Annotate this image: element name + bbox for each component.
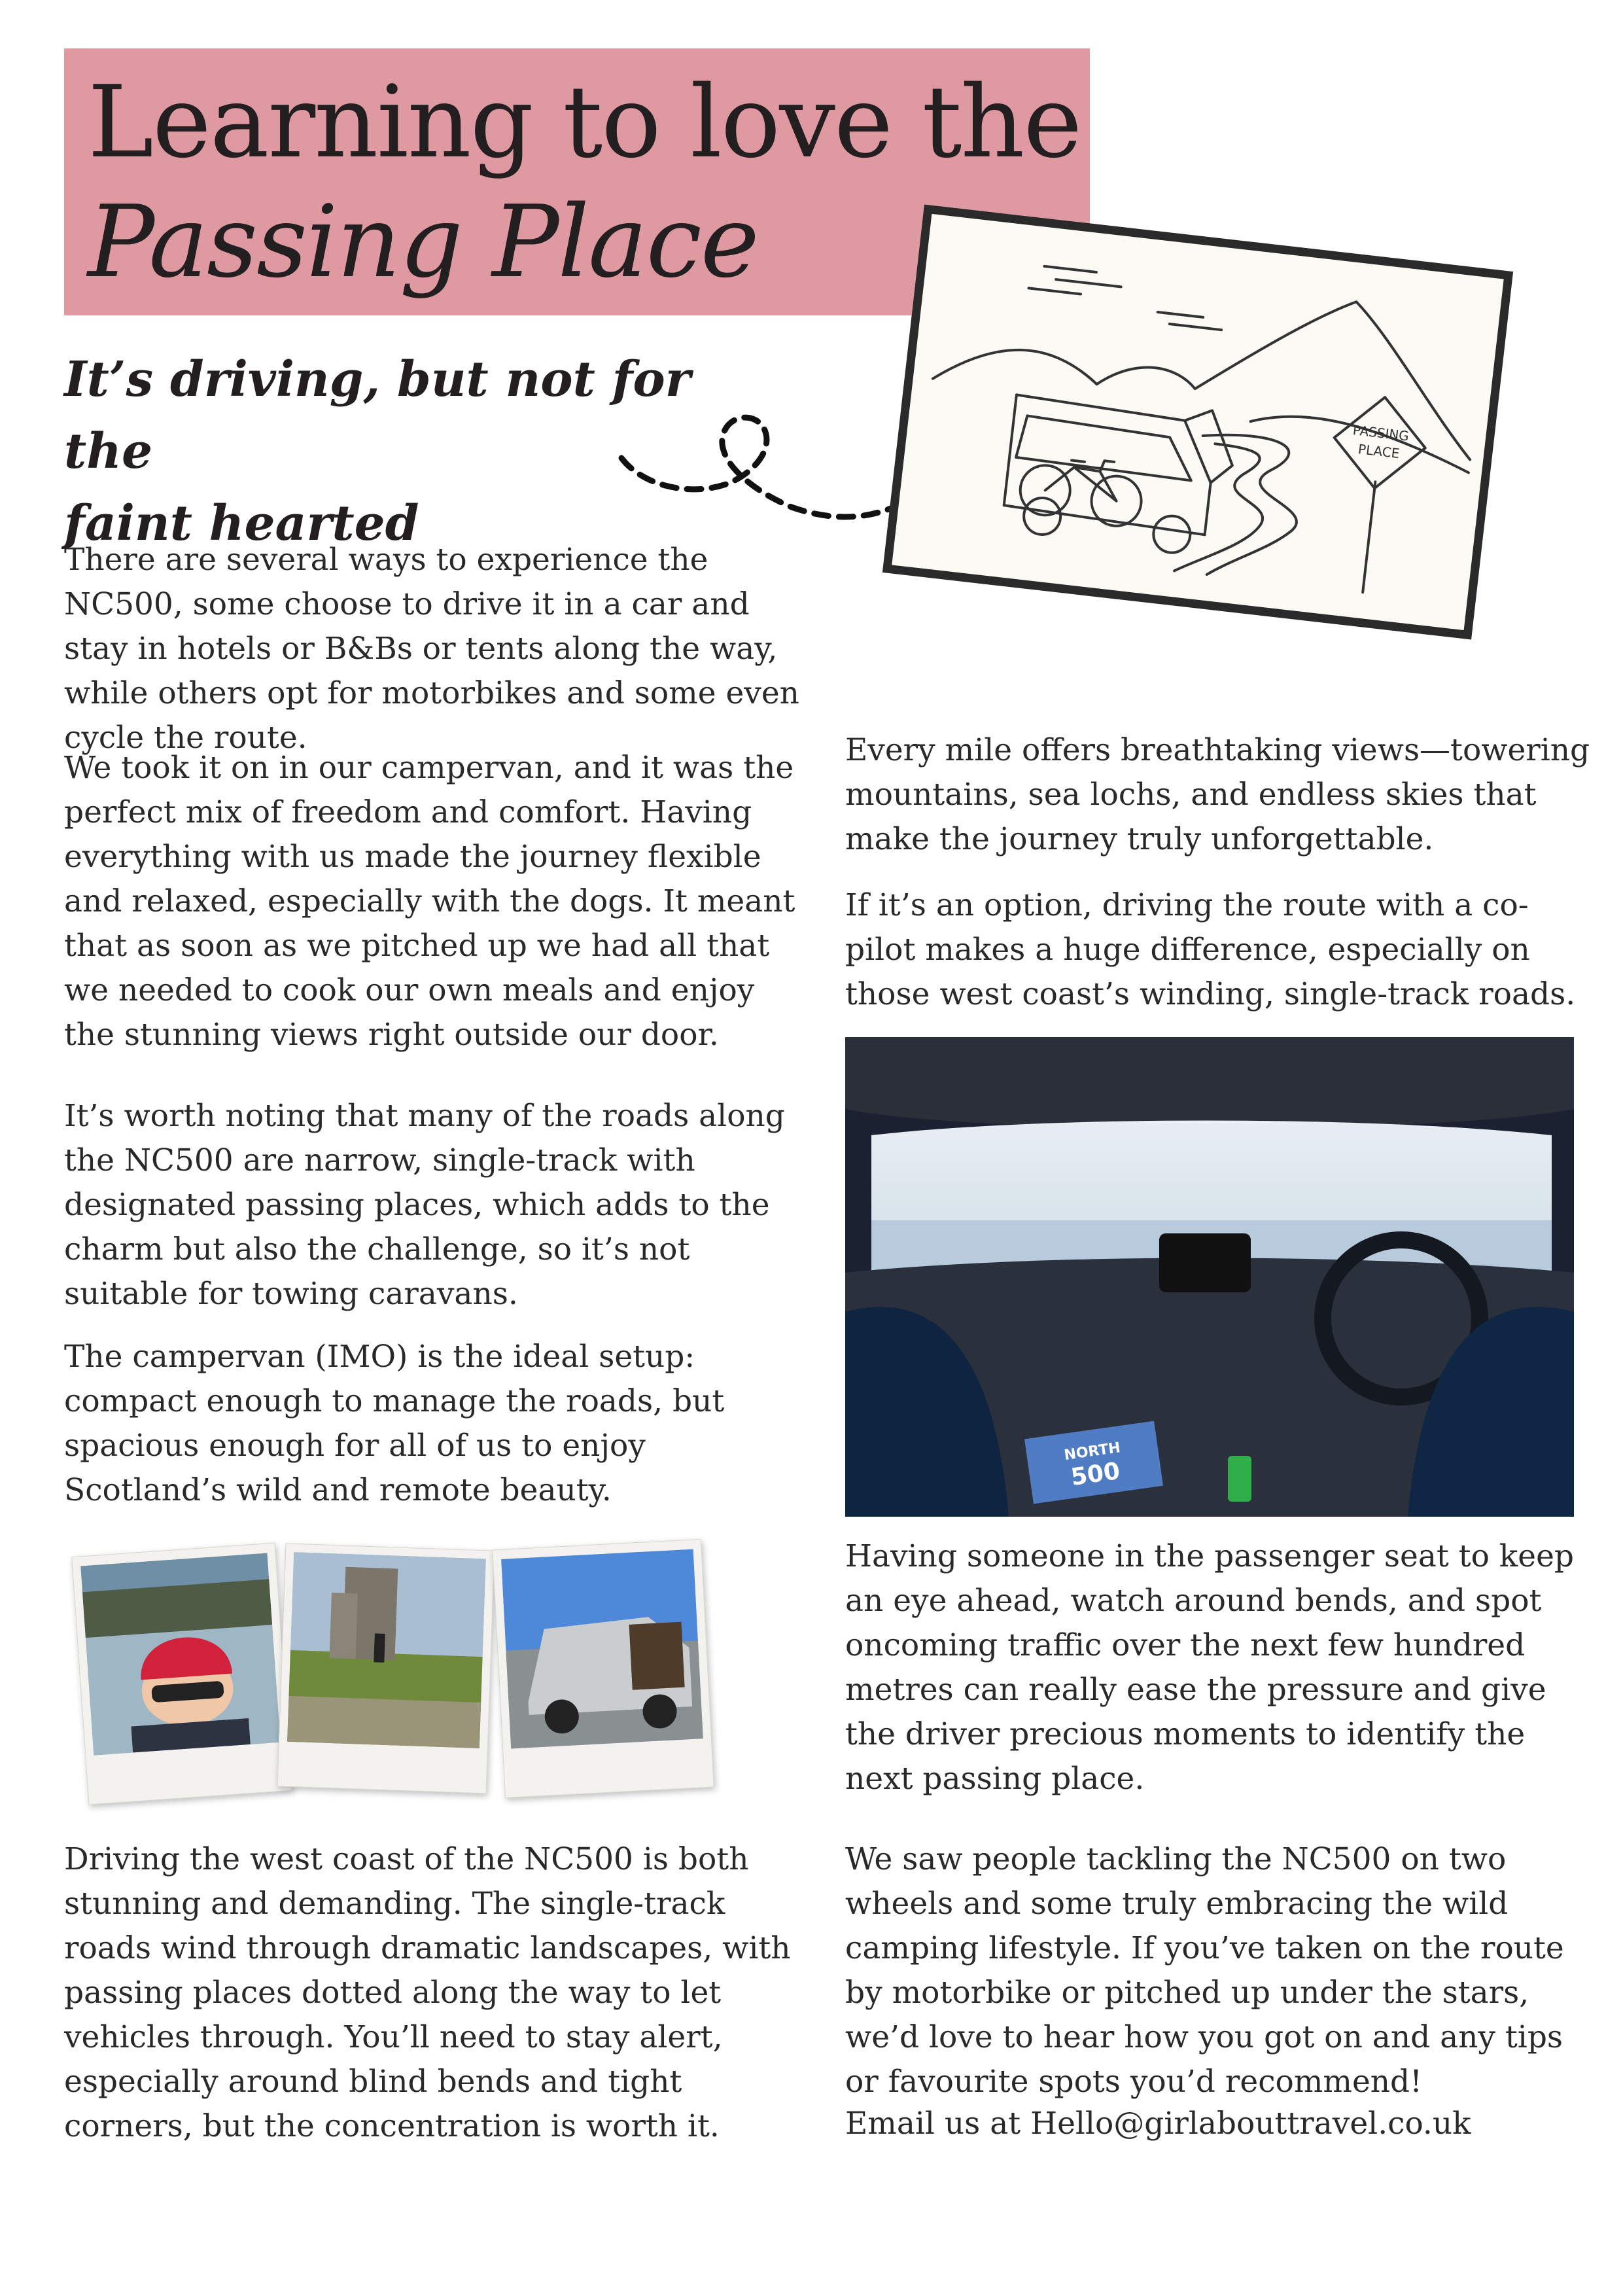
map-text-line2: 500 xyxy=(1069,1457,1122,1491)
campervan-sketch-icon xyxy=(892,214,1503,630)
right-paragraph-2 xyxy=(845,883,1597,1017)
email-line xyxy=(845,2102,1597,2146)
paragraph-text: It’s worth noting that many of the roads along the NC500 are narrow, single-track with designated passing places, which adds to the charm but also the challenge, so it’s not suitable for towing caravans. xyxy=(64,1098,785,1312)
subtitle-line1: It’s driving, but not for the xyxy=(64,351,691,480)
paragraph-text: We saw people tackling the NC500 on two wheels and some truly embracing the wild camping lifestyle. If you’ve taken on the route by motorbike or pitched up under the stars, we’d love to hear how you got on and any tips or favourite spots you’d recommend! xyxy=(845,1841,1564,2100)
campervan-dashboard-photo xyxy=(845,1037,1574,1517)
map-text-line1: NORTH xyxy=(1063,1439,1122,1464)
paragraph-text: We took it on in our campervan, and it was the perfect mix of freedom and comfort. Having everything with us made the journey flexible and relaxed, especially with the dogs. It meant that as soon as we pitched up we had all that we needed to cook our own meals and enjoy the stunning views right outside our door. xyxy=(64,750,795,1053)
page-title-line2: Passing Place xyxy=(88,184,758,300)
left-paragraph-4 xyxy=(64,1335,803,1513)
left-paragraph-5 xyxy=(64,1837,803,2149)
paragraph-text: The campervan (IMO) is the ideal setup: compact enough to manage the roads, but spacious enough for all of us to enjoy Scotland’s wild and remote beauty. xyxy=(64,1339,725,1508)
right-paragraph-1 xyxy=(845,728,1597,862)
right-paragraph-4 xyxy=(845,1837,1597,2104)
paragraph-text: If it’s an option, driving the route with a co-pilot makes a huge difference, especially on those west coast’s winding, single-track roads. xyxy=(845,887,1576,1012)
right-paragraph-3 xyxy=(845,1534,1597,1801)
campervan-photo xyxy=(501,1549,703,1749)
sign-text-line2: PLACE xyxy=(1357,441,1401,462)
paragraph-text: Driving the west coast of the NC500 is both stunning and demanding. The single-track roads wind through dramatic landscapes, with passing places dotted along the way to let vehicles through. You’ll need to stay alert, especially around blind bends and tight corners, but the concentration is worth it. xyxy=(64,1841,791,2144)
paragraph-text: Having someone in the passenger seat to keep an eye ahead, watch around bends, and spot oncoming traffic over the next few hundred metres can really ease the pressure and give the driver precious moments to identify the next passing place. xyxy=(845,1538,1575,1797)
polaroid-beach-selfie xyxy=(71,1543,292,1805)
left-paragraph-2 xyxy=(64,746,803,1057)
left-paragraph-1 xyxy=(64,538,803,760)
sign-text-line1: PASSING xyxy=(1352,421,1410,444)
passing-place-sketch xyxy=(882,205,1513,640)
subtitle-line2: faint hearted xyxy=(64,495,419,552)
email-text: Email us at Hello@girlabouttravel.co.uk xyxy=(845,2106,1471,2142)
page-title-line1: Learning to love the xyxy=(88,64,1081,180)
paragraph-text: There are several ways to experience the NC500, some choose to drive it in a car and stay in hotels or B&Bs or tents along the way, while others opt for motorbikes and some even cycle the route. xyxy=(64,542,799,756)
castle-photo xyxy=(287,1552,486,1748)
left-paragraph-3 xyxy=(64,1094,803,1316)
paragraph-text: Every mile offers breathtaking views—towering mountains, sea lochs, and endless skies that make the journey truly unforgettable. xyxy=(845,732,1590,857)
polaroid-campervan xyxy=(492,1539,714,1798)
polaroid-castle xyxy=(277,1544,495,1794)
beach-selfie-photo xyxy=(80,1553,281,1755)
